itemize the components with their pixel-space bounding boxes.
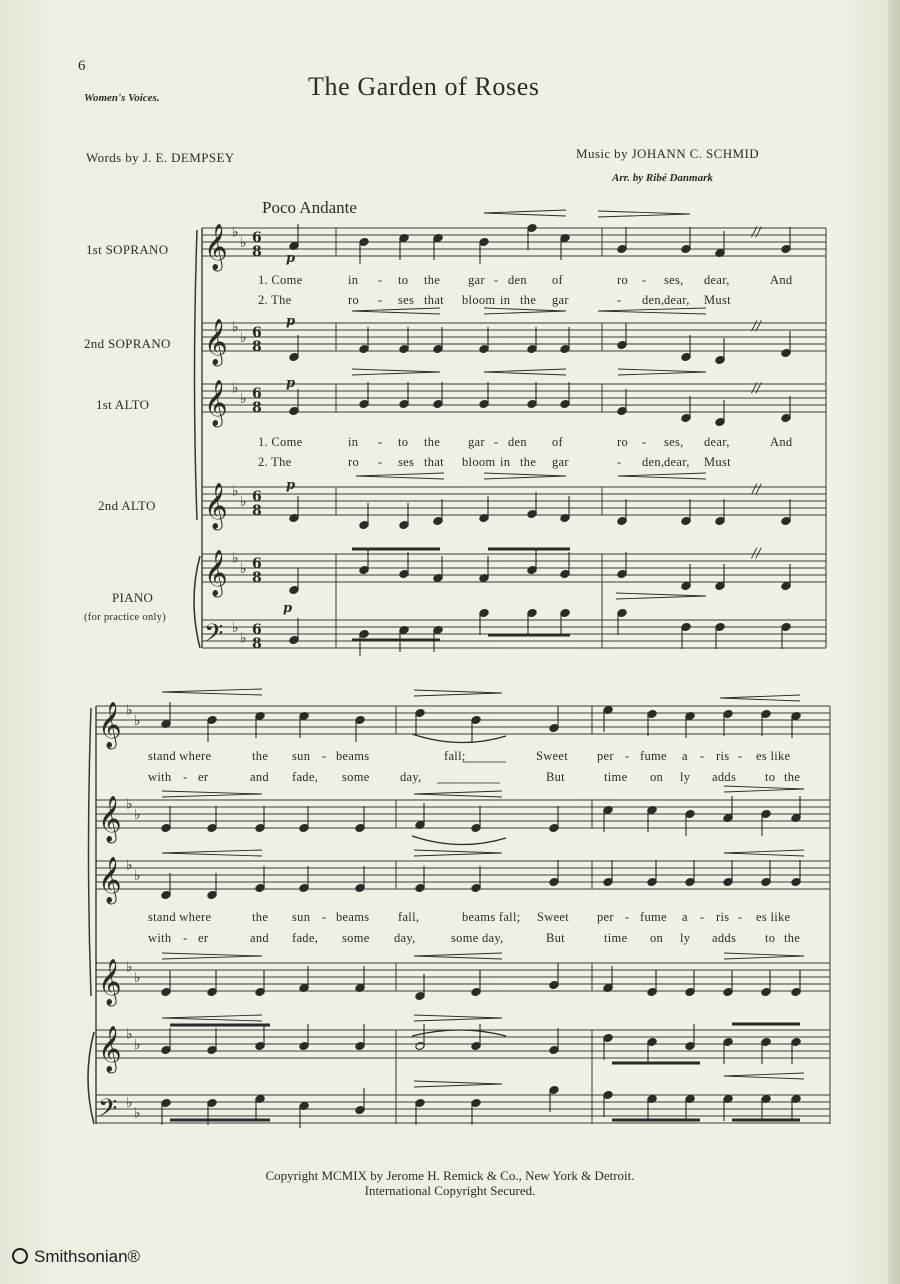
treble-clef-icon: 𝄞	[204, 380, 228, 426]
flat-sign-icon: ♭	[232, 224, 239, 241]
lyric-syllable: time	[604, 770, 628, 784]
lyric-syllable: fume	[640, 910, 667, 924]
time-signature-bottom: 8	[252, 244, 262, 260]
lyric-syllable: ly	[680, 770, 691, 784]
copyright-line-1: Copyright MCMIX by Jerome H. Remick & Co., New York & Detroit.	[265, 1168, 635, 1183]
lyric-syllable: per	[597, 910, 614, 924]
lyric-syllable: ro	[348, 293, 360, 307]
lyric-syllable: es like	[756, 910, 791, 924]
lyric-syllable: that	[424, 293, 444, 307]
hairpin	[484, 473, 566, 479]
lyric-syllable: gar	[468, 435, 485, 449]
lyric-syllable: -	[625, 910, 630, 924]
smithsonian-logo-icon	[12, 1248, 28, 1264]
lyric-syllable: den	[508, 273, 527, 287]
lyric-syllable: fume	[640, 749, 667, 763]
lyric-syllable: stand where	[148, 910, 212, 924]
lyric-syllable: of	[552, 273, 564, 287]
time-signature-bottom: 8	[252, 400, 262, 416]
lyric-syllable: on	[650, 931, 664, 945]
treble-clef-icon: 𝄞	[98, 857, 122, 903]
dynamic-p: p	[286, 376, 296, 391]
lyric-syllable: stand where	[148, 749, 212, 763]
hairpin	[414, 1015, 502, 1021]
hairpin	[414, 1081, 502, 1087]
composer-credit: Music by JOHANN C. SCHMID	[576, 146, 759, 161]
arranger-credit: Arr. by Ribé Danmark	[612, 172, 713, 184]
lyric-syllable: fade,	[292, 931, 319, 945]
lyric-syllable: ris	[716, 749, 730, 763]
lyric-syllable: day,	[400, 770, 422, 784]
lyric-syllable: ro	[348, 455, 360, 469]
dynamic-p: p	[286, 251, 296, 266]
hairpin	[720, 695, 800, 701]
lyric-syllable: -	[378, 293, 383, 307]
lyric-syllable: some day,	[451, 931, 504, 945]
lyric-syllable: 1. Come	[258, 273, 303, 287]
hairpin	[484, 369, 566, 375]
lyric-syllable: beams fall;	[462, 910, 521, 924]
lyric-syllable: to	[398, 273, 409, 287]
lyric-syllable: ses,	[664, 273, 684, 287]
smithsonian-wordmark: Smithsonian®	[34, 1247, 141, 1266]
lyric-syllable: dear,	[704, 273, 730, 287]
flat-sign-icon: ♭	[240, 391, 247, 407]
hairpin	[162, 689, 262, 695]
lyric-syllable: the	[252, 749, 269, 763]
lyric-syllable: 1. Come	[258, 435, 303, 449]
choir-bracket	[195, 230, 198, 520]
bass-clef-icon: 𝄢	[98, 1094, 118, 1129]
lyric-syllable: -	[322, 910, 327, 924]
lyric-syllable: gar	[552, 293, 569, 307]
hairpin	[414, 791, 502, 797]
hairpin	[484, 308, 566, 314]
flat-sign-icon: ♭	[240, 561, 247, 577]
lyric-syllable: that	[424, 455, 444, 469]
flat-sign-icon: ♭	[240, 494, 247, 510]
lyric-syllable: Must	[704, 293, 731, 307]
lyric-syllable: Sweet	[537, 910, 570, 924]
hairpin	[618, 369, 706, 375]
hairpin	[616, 593, 706, 599]
lyric-syllable: -	[322, 749, 327, 763]
lyric-syllable: gar	[552, 455, 569, 469]
hairpin	[414, 953, 502, 959]
lyric-syllable: some	[342, 770, 370, 784]
breath-mark-icon: //	[752, 482, 761, 497]
lyric-syllable: ris	[716, 910, 730, 924]
hairpin	[352, 369, 440, 375]
lyric-syllable: -	[617, 293, 622, 307]
flat-sign-icon: ♭	[240, 630, 247, 647]
lyric-syllable: adds	[712, 770, 737, 784]
lyric-syllable: ses	[398, 293, 415, 307]
hairpin	[724, 850, 804, 856]
piano-brace-2	[88, 1032, 94, 1124]
treble-clef-icon: 𝄞	[204, 483, 228, 529]
label-alto-1: 1st ALTO	[96, 397, 150, 412]
lyric-syllable: -	[738, 749, 743, 763]
smithsonian-watermark	[12, 1247, 140, 1267]
hairpin	[162, 791, 262, 797]
lyric-syllable: time	[604, 931, 628, 945]
lyric-syllable: 2. The	[258, 293, 292, 307]
tie	[412, 734, 506, 743]
lyric-syllable: fall,	[398, 910, 420, 924]
lyric-syllable: per	[597, 749, 614, 763]
lyric-syllable: -	[642, 273, 647, 287]
lyric-syllable: bloom	[462, 293, 496, 307]
lyric-syllable: a	[682, 910, 688, 924]
lyric-syllable: -	[183, 931, 188, 945]
lyric-syllable: day,	[394, 931, 416, 945]
hairpin	[352, 308, 440, 314]
flat-sign-icon: ♭	[232, 550, 239, 567]
flat-sign-icon: ♭	[134, 970, 141, 986]
lyric-syllable: But	[546, 770, 565, 784]
lyric-syllable: with	[148, 770, 172, 784]
lyric-syllable: ses	[398, 455, 415, 469]
lyric-syllable: er	[198, 931, 209, 945]
lyric-syllable: the	[424, 435, 441, 449]
lyric-syllable: -	[378, 455, 383, 469]
lyric-syllable: And	[770, 435, 793, 449]
breath-mark-icon: //	[752, 225, 761, 240]
lyric-syllable: Sweet	[536, 749, 569, 763]
time-signature-top: 6	[252, 230, 262, 246]
treble-clef-icon: 𝄞	[98, 796, 122, 842]
dynamic-p: p	[286, 314, 296, 329]
hairpin	[356, 473, 444, 479]
time-signature-top: 6	[252, 386, 262, 402]
lyric-syllable: But	[546, 931, 565, 945]
lyric-syllable: -	[183, 770, 188, 784]
lyric-syllable: in	[348, 273, 359, 287]
hairpin	[484, 210, 566, 216]
lyric-syllable: beams	[336, 749, 370, 763]
hairpin	[598, 211, 690, 217]
hairpin	[162, 1015, 262, 1021]
breath-mark-icon: //	[752, 319, 761, 334]
flat-sign-icon: ♭	[232, 483, 239, 500]
lyric-syllable: -	[642, 435, 647, 449]
tempo-marking: Poco Andante	[262, 198, 357, 217]
flat-sign-icon: ♭	[240, 235, 247, 251]
treble-clef-icon: 𝄞	[204, 224, 228, 270]
label-soprano-1: 1st SOPRANO	[86, 242, 169, 257]
lyric-syllable: sun	[292, 910, 311, 924]
tie	[412, 836, 506, 845]
copyright-notice	[0, 1168, 900, 1198]
lyric-syllable: to	[398, 435, 409, 449]
flat-sign-icon: ♭	[126, 1026, 133, 1043]
lyric-syllable: fade,	[292, 770, 319, 784]
lyric-syllable: the	[424, 273, 441, 287]
breath-mark-icon: //	[752, 546, 761, 561]
tie	[412, 1030, 506, 1036]
lyric-syllable: adds	[712, 931, 737, 945]
time-signature-bottom: 8	[252, 503, 262, 519]
label-piano: PIANO	[112, 590, 154, 605]
treble-clef-icon: 𝄞	[204, 319, 228, 365]
flat-sign-icon: ♭	[134, 807, 141, 823]
flat-sign-icon: ♭	[134, 1105, 141, 1122]
lyric-syllable: es like	[756, 749, 791, 763]
lyric-syllable: of	[552, 435, 564, 449]
choir-bracket-2	[89, 708, 92, 996]
lyric-syllable: dear,	[664, 455, 690, 469]
flat-sign-icon: ♭	[240, 330, 247, 346]
flat-sign-icon: ♭	[126, 1095, 133, 1111]
flat-sign-icon: ♭	[232, 380, 239, 397]
hairpin	[598, 308, 706, 314]
lyric-syllable: in	[500, 455, 511, 469]
label-piano-note: (for practice only)	[84, 612, 167, 623]
time-signature-top: 6	[252, 325, 262, 341]
lyric-syllable: ro	[617, 435, 629, 449]
lyric-syllable: in	[348, 435, 359, 449]
lyric-syllable: dear,	[704, 435, 730, 449]
lyric-syllable: a	[682, 749, 688, 763]
treble-clef-icon: 𝄞	[98, 959, 122, 1005]
lyric-syllable: in	[500, 293, 511, 307]
time-signature-bottom: 8	[252, 570, 262, 586]
hairpin	[618, 473, 706, 479]
lyric-syllable: some	[342, 931, 370, 945]
lyric-syllable: Must	[704, 455, 731, 469]
lyric-syllable: gar	[468, 273, 485, 287]
lyric-syllable: to	[765, 931, 776, 945]
flat-sign-icon: ♭	[232, 319, 239, 336]
lyric-syllable: fall;	[444, 749, 466, 763]
label-alto-2: 2nd ALTO	[98, 498, 156, 513]
lyric-syllable: the	[520, 455, 537, 469]
flat-sign-icon: ♭	[126, 796, 133, 813]
hairpin	[414, 850, 502, 856]
flat-sign-icon: ♭	[232, 620, 239, 636]
lyric-syllable: den,	[642, 455, 665, 469]
lyric-syllable: -	[738, 910, 743, 924]
hairpin	[414, 690, 502, 696]
lyric-syllable: the	[520, 293, 537, 307]
bass-clef-icon: 𝄢	[204, 619, 224, 654]
lyric-syllable: the	[784, 931, 801, 945]
hairpin	[162, 953, 262, 959]
time-signature-bottom: 8	[252, 339, 262, 355]
lyric-syllable: the	[784, 770, 801, 784]
lyric-syllable: -	[494, 435, 499, 449]
treble-clef-icon: 𝄞	[204, 550, 228, 596]
lyric-syllable: ly	[680, 931, 691, 945]
lyric-syllable: sun	[292, 749, 311, 763]
lyric-syllable: den	[508, 435, 527, 449]
lyric-syllable: bloom	[462, 455, 496, 469]
time-signature-top: 6	[252, 489, 262, 505]
lyric-syllable: -	[378, 435, 383, 449]
song-title: The Garden of Roses	[308, 72, 540, 101]
flat-sign-icon: ♭	[134, 868, 141, 884]
lyric-syllable: with	[148, 931, 172, 945]
lyric-syllable: beams	[336, 910, 370, 924]
hairpin	[724, 1073, 804, 1079]
lyric-syllable: and	[250, 931, 269, 945]
dynamic-p: p	[283, 601, 293, 616]
lyric-syllable: -	[617, 455, 622, 469]
treble-clef-icon: 𝄞	[98, 702, 122, 748]
lyric-syllable: -	[378, 273, 383, 287]
treble-clef-icon: 𝄞	[98, 1026, 122, 1072]
flat-sign-icon: ♭	[126, 702, 133, 719]
lyric-syllable: dear,	[664, 293, 690, 307]
hairpin	[724, 953, 804, 959]
lyric-syllable: -	[494, 273, 499, 287]
lyricist-credit: Words by J. E. DEMPSEY	[86, 150, 235, 165]
hairpin	[162, 850, 262, 856]
time-signature-top: 6	[252, 622, 262, 638]
dynamic-p: p	[286, 478, 296, 493]
time-signature-top: 6	[252, 556, 262, 572]
lyric-syllable: -	[700, 910, 705, 924]
lyric-syllable: -	[700, 749, 705, 763]
lyric-syllable: -	[625, 749, 630, 763]
lyric-syllable: 2. The	[258, 455, 292, 469]
breath-mark-icon: //	[752, 381, 761, 396]
piano-brace	[194, 556, 200, 648]
hairpin	[724, 786, 804, 792]
lyric-syllable: on	[650, 770, 664, 784]
lyric-syllable: And	[770, 273, 793, 287]
flat-sign-icon: ♭	[134, 1037, 141, 1053]
lyric-syllable: and	[250, 770, 269, 784]
flat-sign-icon: ♭	[134, 713, 141, 729]
flat-sign-icon: ♭	[126, 959, 133, 976]
voices-note: Women's Voices.	[84, 92, 160, 104]
lyric-syllable: to	[765, 770, 776, 784]
lyric-syllable: den,	[642, 293, 665, 307]
copyright-line-2: International Copyright Secured.	[364, 1183, 536, 1198]
label-soprano-2: 2nd SOPRANO	[84, 336, 171, 351]
lyric-syllable: er	[198, 770, 209, 784]
time-signature-bottom: 8	[252, 636, 262, 652]
page-number: 6	[78, 58, 86, 74]
lyric-syllable: the	[252, 910, 269, 924]
flat-sign-icon: ♭	[126, 857, 133, 874]
lyric-syllable: ro	[617, 273, 629, 287]
lyric-syllable: ses,	[664, 435, 684, 449]
